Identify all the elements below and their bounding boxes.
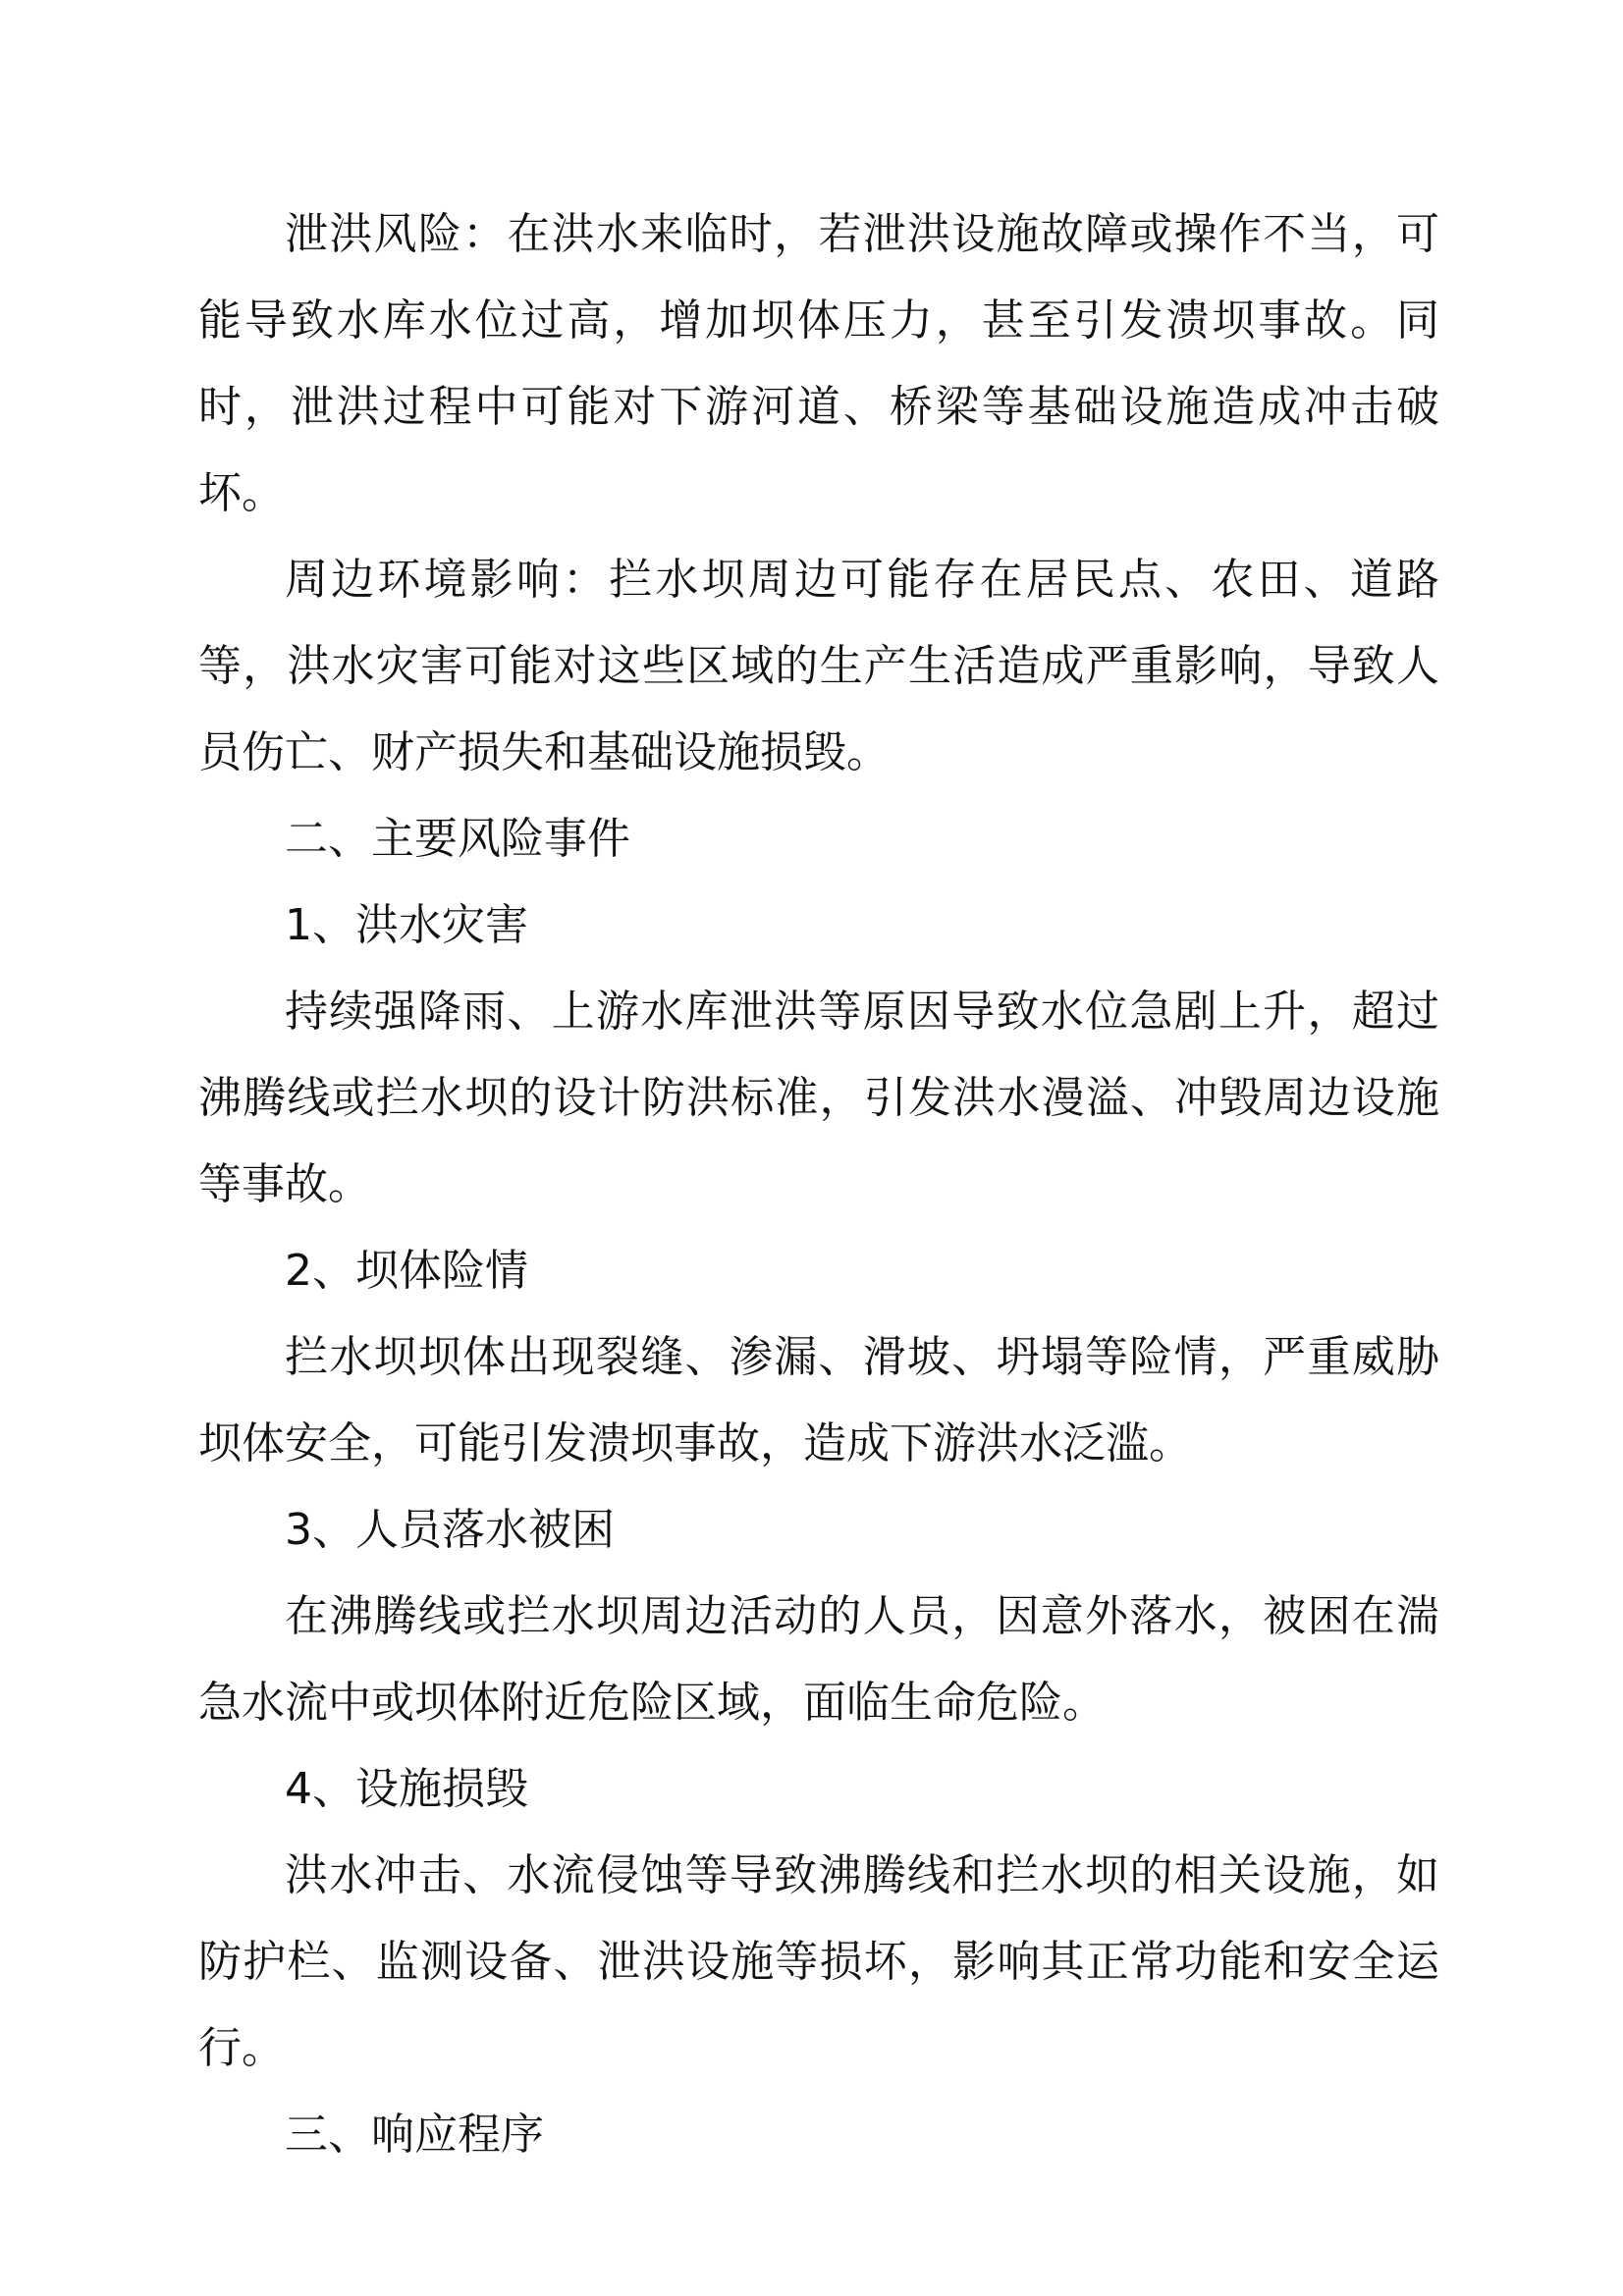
subheading-facility-damage: 4、设施损毁 — [285, 1764, 528, 1814]
paragraph-flood-discharge-risk: 泄洪风险：在洪水来临时，若泄洪设施故障或操作不当，可能导致水库水位过高，增加坝体压力，甚至引发溃坝事故。同时，泄洪过程中可能对下游河道、桥梁等基础设施造成冲击破坏。 — [198, 209, 1439, 518]
subheading-flood-disaster: 1、洪水灾害 — [285, 900, 528, 950]
paragraph-surrounding-impact: 周边环境影响：拦水坝周边可能存在居民点、农田、道路等，洪水灾害可能对这些区域的生产生活造成严重影响，导致人员伤亡、财产损失和基础设施损毁。 — [198, 555, 1439, 777]
subheading-people-trapped: 3、人员落水被困 — [285, 1505, 615, 1555]
subheading-dam-danger: 2、坝体险情 — [285, 1246, 528, 1296]
section-heading-main-risks: 二、主要风险事件 — [285, 814, 630, 864]
paragraph-facility-damage: 洪水冲击、水流侵蚀等导致沸腾线和拦水坝的相关设施，如防护栏、监测设备、泄洪设施等损坏，影响其正常功能和安全运行。 — [198, 1850, 1439, 2073]
paragraph-flood-disaster: 持续强降雨、上游水库泄洪等原因导致水位急剧上升，超过沸腾线或拦水坝的设计防洪标准，引发洪水漫溢、冲毁周边设施等事故。 — [198, 987, 1439, 1209]
paragraph-dam-danger: 拦水坝坝体出现裂缝、渗漏、滑坡、坍塌等险情，严重威胁坝体安全，可能引发溃坝事故，造成下游洪水泛滥。 — [198, 1332, 1439, 1468]
document-body — [198, 191, 1439, 2178]
paragraph-people-trapped: 在沸腾线或拦水坝周边活动的人员，因意外落水，被困在湍急水流中或坝体附近危险区域，面临生命危险。 — [198, 1591, 1439, 1728]
section-heading-response-procedure: 三、响应程序 — [285, 2109, 544, 2160]
